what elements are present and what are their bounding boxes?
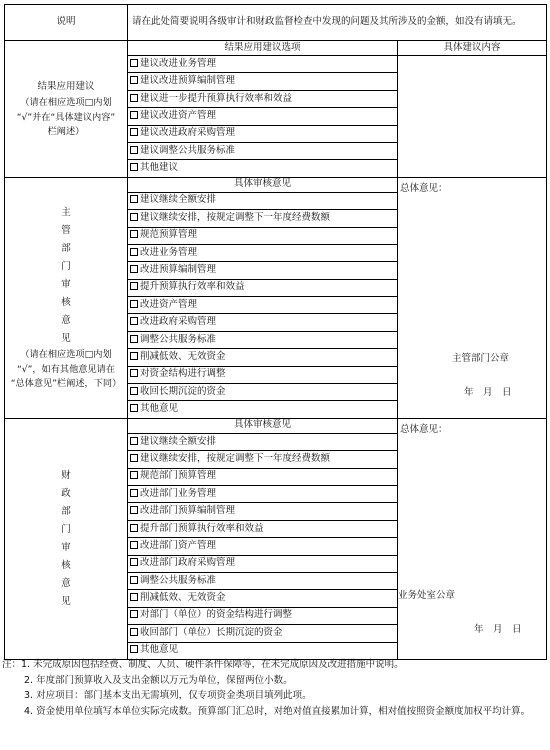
dept-option[interactable] <box>128 401 398 418</box>
dept-label-note: “总体意见”栏阐述，下同） <box>10 378 122 390</box>
result-label-line: “√”并在“具体建议内容” <box>16 111 116 123</box>
dept-label-cell <box>5 177 128 418</box>
result-option-label: 建议改进资产管理 <box>140 109 217 121</box>
dept-option[interactable] <box>128 297 398 314</box>
checkbox-icon[interactable] <box>130 558 138 566</box>
checkbox-icon[interactable] <box>130 146 138 154</box>
dept-option-label: 改进预算编制管理 <box>140 264 217 276</box>
dept-option[interactable] <box>128 384 398 401</box>
checkbox-icon[interactable] <box>130 610 138 618</box>
finance-label-cell <box>5 418 128 659</box>
finance-option-label: 改进部门资产管理 <box>140 539 217 551</box>
finance-option-label: 改进部门预算编制管理 <box>140 505 236 517</box>
result-option-label: 建议改进政府采购管理 <box>140 127 236 139</box>
dept-option[interactable] <box>128 331 398 348</box>
dept-option-label: 建议继续全额安排 <box>140 194 217 206</box>
checkbox-icon[interactable] <box>130 437 138 445</box>
finance-option[interactable] <box>128 503 398 520</box>
finance-date-label: 年 月 日 <box>474 623 522 635</box>
result-label-line: 栏阐述） <box>47 126 85 138</box>
result-option[interactable] <box>128 56 398 73</box>
note-2: 2. 年度部门预算收入及支出金额以万元为单位，保留两位小数。 <box>24 674 293 686</box>
checkbox-icon[interactable] <box>130 317 138 325</box>
dept-option-label: 调整公共服务标准 <box>140 333 217 345</box>
finance-option-label: 改进部门政府采购管理 <box>140 557 236 569</box>
finance-overall-label: 总体意见： <box>400 423 448 435</box>
dept-option-label: 改进业务管理 <box>140 246 198 258</box>
finance-seal-label: 业务处室公章 <box>398 589 456 601</box>
checkbox-icon[interactable] <box>130 111 138 119</box>
result-options-header: 结果应用建议选项 <box>128 41 398 56</box>
checkbox-icon[interactable] <box>130 369 138 377</box>
dept-label-char: 管 <box>61 224 71 236</box>
note-1: 注：1. 未完成原因包括经费、制度、人员、硬件条件保障等，在未完成原因及改进措施中说明。 <box>2 659 404 670</box>
description-row <box>5 5 547 41</box>
finance-label-char: 意 <box>61 577 71 589</box>
finance-opinion-header: 具体审核意见 <box>128 418 398 433</box>
checkbox-icon[interactable] <box>130 387 138 395</box>
dept-header-row <box>5 177 547 192</box>
dept-option[interactable] <box>128 262 398 279</box>
dept-option-label: 其他意见 <box>140 403 179 415</box>
result-option-label: 建议调整公共服务标准 <box>140 144 236 156</box>
dept-option-label: 收回长期沉淀的资金 <box>140 385 226 397</box>
dept-label-char: 核 <box>61 296 71 308</box>
finance-option-label: 建议继续安排，按规定调整下一年度经费数额 <box>140 452 331 464</box>
finance-label-char: 核 <box>61 559 71 571</box>
dept-option[interactable] <box>128 349 398 366</box>
dept-seal-label: 主管部门公章 <box>452 352 510 364</box>
dept-option[interactable] <box>128 192 398 209</box>
checkbox-icon[interactable] <box>130 230 138 238</box>
checkbox-icon[interactable] <box>130 471 138 479</box>
finance-option[interactable] <box>128 433 398 450</box>
dept-option[interactable] <box>128 244 398 261</box>
checkbox-icon[interactable] <box>130 489 138 497</box>
dept-option[interactable] <box>128 314 398 331</box>
dept-label-note: （请在相应选项□内划 <box>20 348 112 360</box>
result-option-label: 其他建议 <box>140 162 179 174</box>
note-4: 4. 资金使用单位填写本单位实际完成数。预算部门汇总时，对绝对值直接累加计算，相对值按照资金额度加权平均计算。 <box>24 706 531 718</box>
result-option[interactable] <box>128 108 398 125</box>
evaluation-form-table <box>4 4 547 660</box>
checkbox-icon[interactable] <box>130 195 138 203</box>
finance-option-label: 提升部门预算执行效率和效益 <box>140 522 264 534</box>
result-option[interactable] <box>128 125 398 142</box>
checkbox-icon[interactable] <box>130 524 138 532</box>
checkbox-icon[interactable] <box>130 506 138 514</box>
dept-label-char: 审 <box>61 278 71 290</box>
finance-header-row <box>5 418 547 433</box>
result-option[interactable] <box>128 160 398 177</box>
finance-option-label: 削减低效、无效资金 <box>140 592 226 604</box>
dept-option[interactable] <box>128 279 398 296</box>
checkbox-icon[interactable] <box>130 76 138 84</box>
footnotes <box>2 657 546 720</box>
dept-label-note: “√”，如有其他意见请在 <box>16 363 116 375</box>
checkbox-icon[interactable] <box>130 593 138 601</box>
checkbox-icon[interactable] <box>130 248 138 256</box>
dept-option-label: 提升预算执行效率和效益 <box>140 281 245 293</box>
finance-option-label: 其他意见 <box>140 644 179 656</box>
checkbox-icon[interactable] <box>130 628 138 636</box>
description-label: 说明 <box>5 5 128 41</box>
finance-option[interactable] <box>128 538 398 555</box>
dept-option-label: 改进资产管理 <box>140 298 198 310</box>
dept-label-char: 部 <box>61 242 71 254</box>
checkbox-icon[interactable] <box>130 213 138 221</box>
checkbox-icon[interactable] <box>130 454 138 462</box>
finance-option[interactable] <box>128 607 398 624</box>
finance-option-label: 调整公共服务标准 <box>140 574 217 586</box>
dept-label-char: 主 <box>61 206 71 218</box>
finance-option[interactable] <box>128 590 398 607</box>
result-option-label: 建议进一步提升预算执行效率和效益 <box>140 92 293 104</box>
dept-option[interactable] <box>128 366 398 383</box>
checkbox-icon[interactable] <box>130 94 138 102</box>
result-option-label: 建议改进预算编制管理 <box>140 75 236 87</box>
checkbox-icon[interactable] <box>130 282 138 290</box>
checkbox-icon[interactable] <box>130 576 138 584</box>
finance-option[interactable] <box>128 520 398 537</box>
dept-label-char: 意 <box>61 314 71 326</box>
description-text[interactable]: 请在此处简要说明各级审计和财政监督检查中发现的问题及其所涉及的金额，如没有请填无。 <box>128 5 547 41</box>
result-label-cell <box>5 41 128 178</box>
checkbox-icon[interactable] <box>130 645 138 653</box>
dept-option[interactable] <box>128 210 398 227</box>
finance-option-label: 改进部门业务管理 <box>140 487 217 499</box>
finance-option[interactable] <box>128 485 398 502</box>
dept-overall-opinion-cell[interactable] <box>398 177 547 418</box>
finance-label-char: 审 <box>61 541 71 553</box>
result-option-label: 建议改进业务管理 <box>140 57 217 69</box>
finance-option[interactable] <box>128 468 398 485</box>
checkbox-icon[interactable] <box>130 163 138 171</box>
finance-option[interactable] <box>128 451 398 468</box>
dept-option-label: 对资金结构进行调整 <box>140 368 226 380</box>
checkbox-icon[interactable] <box>130 541 138 549</box>
checkbox-icon[interactable] <box>130 59 138 67</box>
checkbox-icon[interactable] <box>130 404 138 412</box>
finance-overall-opinion-cell[interactable] <box>398 418 547 659</box>
dept-opinion-header: 具体审核意见 <box>128 177 398 192</box>
dept-date-label: 年 月 日 <box>464 386 512 398</box>
result-content-header: 具体建议内容 <box>398 41 547 56</box>
result-content-cell[interactable] <box>398 56 547 178</box>
result-label-line: （请在相应选项□内划 <box>20 96 112 108</box>
note-3: 3. 对应项目：部门基本支出无需填列，仅专项资金类项目填列此项。 <box>24 690 312 702</box>
finance-label-char: 门 <box>61 523 71 535</box>
dept-label-char: 门 <box>61 260 71 272</box>
finance-option[interactable] <box>128 625 398 642</box>
result-option[interactable] <box>128 142 398 159</box>
dept-overall-label: 总体意见： <box>400 182 448 194</box>
checkbox-icon[interactable] <box>130 300 138 308</box>
finance-label-char: 部 <box>61 505 71 517</box>
finance-label-char: 见 <box>61 595 71 607</box>
dept-option-label: 规范预算管理 <box>140 229 198 241</box>
finance-option[interactable] <box>128 555 398 572</box>
result-label-line: 结果应用建议 <box>37 80 95 92</box>
dept-option-label: 削减低效、无效资金 <box>140 350 226 362</box>
result-header-row <box>5 41 547 56</box>
result-option[interactable] <box>128 90 398 107</box>
checkbox-icon[interactable] <box>130 265 138 273</box>
finance-label-char: 财 <box>61 469 71 481</box>
dept-label-char: 见 <box>61 332 71 344</box>
dept-option[interactable] <box>128 227 398 244</box>
dept-option-label: 建议继续安排，按规定调整下一年度经费数额 <box>140 211 331 223</box>
checkbox-icon[interactable] <box>130 352 138 360</box>
checkbox-icon[interactable] <box>130 335 138 343</box>
dept-option-label: 改进政府采购管理 <box>140 316 217 328</box>
finance-option-label: 收回部门（单位）长期沉淀的资金 <box>140 626 283 638</box>
finance-label-char: 政 <box>61 487 71 499</box>
finance-option[interactable] <box>128 572 398 589</box>
result-option[interactable] <box>128 73 398 90</box>
finance-option-label: 规范部门预算管理 <box>140 470 217 482</box>
finance-option-label: 建议继续全额安排 <box>140 435 217 447</box>
checkbox-icon[interactable] <box>130 128 138 136</box>
finance-option-label: 对部门（单位）的资金结构进行调整 <box>140 609 293 621</box>
